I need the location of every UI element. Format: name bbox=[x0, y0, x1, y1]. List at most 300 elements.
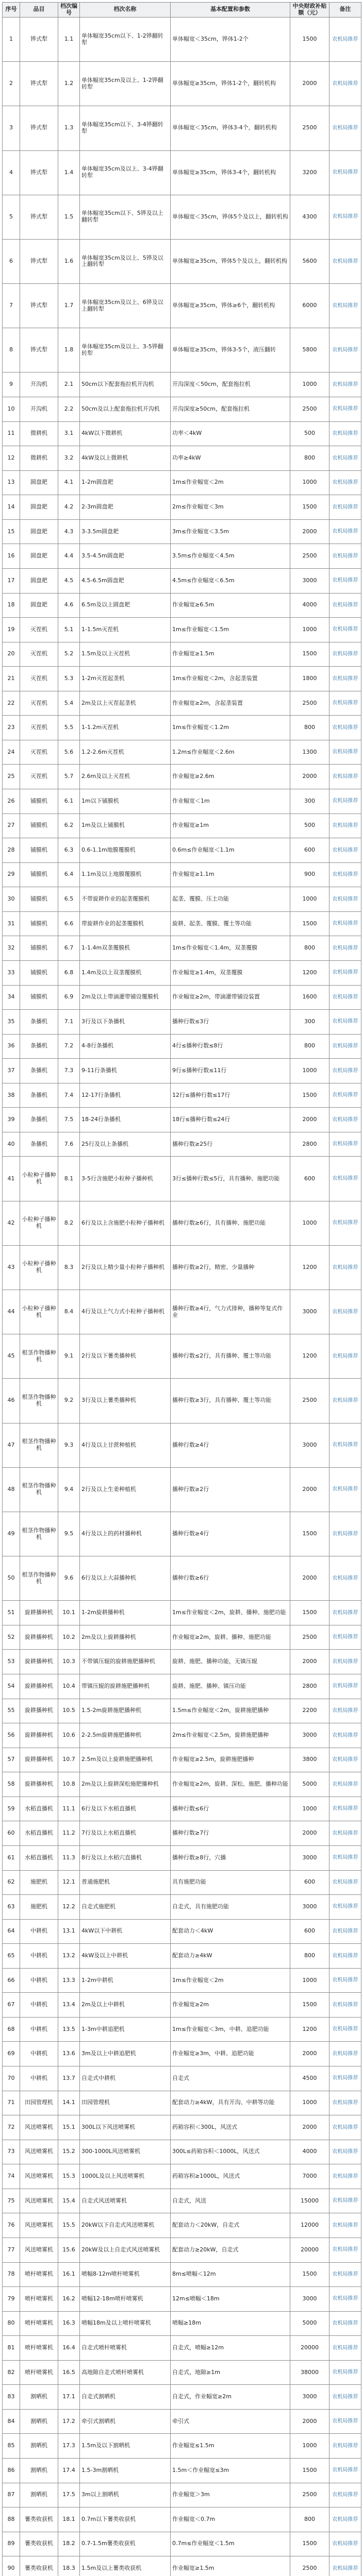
cell-category: 风送喷雾机 bbox=[20, 2164, 58, 2189]
cell-grade-name: 2m及以上旋耕播种机 bbox=[80, 1625, 171, 1650]
cell-note: 农机局推荐 bbox=[329, 2140, 361, 2164]
table-row bbox=[3, 642, 361, 667]
table-row bbox=[3, 1423, 361, 1467]
cell-seq: 84 bbox=[3, 2409, 20, 2434]
cell-subsidy: 1500 bbox=[290, 2459, 329, 2483]
cell-note: 农机局推荐 bbox=[329, 960, 361, 985]
cell-note: 农机局推荐 bbox=[329, 2066, 361, 2091]
cell-seq: 65 bbox=[3, 1944, 20, 1969]
cell-subsidy: 2500 bbox=[290, 2483, 329, 2507]
cell-category: 铺膜机 bbox=[20, 985, 58, 1010]
cell-seq: 69 bbox=[3, 2042, 20, 2066]
cell-spec: 3.5m≤作业幅宽＜4.5m bbox=[171, 544, 290, 569]
cell-grade-code: 1.7 bbox=[58, 284, 80, 328]
cell-grade-code: 6.1 bbox=[58, 789, 80, 814]
cell-seq: 87 bbox=[3, 2483, 20, 2507]
cell-grade-code: 8.4 bbox=[58, 1290, 80, 1334]
cell-subsidy: 3000 bbox=[290, 568, 329, 593]
cell-seq: 36 bbox=[3, 1034, 20, 1059]
cell-grade-name: 25行及以上条播机 bbox=[80, 1132, 171, 1157]
cell-subsidy: 500 bbox=[290, 814, 329, 838]
cell-note: 农机局推荐 bbox=[329, 1968, 361, 1993]
cell-seq: 15 bbox=[3, 519, 20, 544]
cell-note: 农机局推荐 bbox=[329, 1723, 361, 1748]
cell-spec: 1m≤作业幅宽＜3m，中耕、追肥功能 bbox=[171, 2017, 290, 2042]
cell-grade-code: 8.1 bbox=[58, 1157, 80, 1201]
cell-note: 农机局推荐 bbox=[329, 1870, 361, 1895]
cell-subsidy: 2200 bbox=[290, 1699, 329, 1723]
table-row bbox=[3, 1201, 361, 1245]
cell-spec: 作业幅宽≥1.1m bbox=[171, 862, 290, 887]
cell-category: 水稻直播机 bbox=[20, 1821, 58, 1846]
cell-grade-code: 6.3 bbox=[58, 838, 80, 863]
cell-spec: 播种行数≤6行 bbox=[171, 1797, 290, 1821]
cell-category: 薯类收获机 bbox=[20, 2532, 58, 2556]
cell-seq: 40 bbox=[3, 1132, 20, 1157]
table-row bbox=[3, 1010, 361, 1035]
cell-category: 风送喷雾机 bbox=[20, 2238, 58, 2262]
cell-seq: 31 bbox=[3, 911, 20, 936]
cell-seq: 66 bbox=[3, 1968, 20, 1993]
cell-seq: 86 bbox=[3, 2459, 20, 2483]
cell-grade-code: 9.5 bbox=[58, 1512, 80, 1556]
cell-grade-name: 3行及以下条播机 bbox=[80, 1010, 171, 1035]
cell-seq: 17 bbox=[3, 568, 20, 593]
cell-seq: 22 bbox=[3, 691, 20, 716]
table-row bbox=[3, 960, 361, 985]
cell-seq: 19 bbox=[3, 618, 20, 642]
cell-spec: 9行≤播种行数≤11行 bbox=[171, 1059, 290, 1083]
cell-grade-name: 18-24行条播机 bbox=[80, 1108, 171, 1132]
cell-seq: 61 bbox=[3, 1845, 20, 1870]
cell-grade-name: 2m及以上中耕机 bbox=[80, 1993, 171, 2018]
cell-subsidy: 2500 bbox=[290, 544, 329, 569]
cell-grade-name: 自走式施肥机 bbox=[80, 1895, 171, 1920]
cell-subsidy: 2000 bbox=[290, 1108, 329, 1132]
cell-subsidy: 2000 bbox=[290, 2042, 329, 2066]
cell-subsidy: 2500 bbox=[290, 1625, 329, 1650]
cell-note: 农机局推荐 bbox=[329, 1625, 361, 1650]
cell-subsidy: 2000 bbox=[290, 62, 329, 106]
cell-category: 铺膜机 bbox=[20, 936, 58, 961]
cell-grade-code: 13.7 bbox=[58, 2066, 80, 2091]
cell-seq: 83 bbox=[3, 2385, 20, 2410]
cell-category: 条播机 bbox=[20, 1083, 58, 1108]
cell-grade-code: 4.6 bbox=[58, 593, 80, 618]
header-spec: 基本配置和参数 bbox=[171, 3, 290, 18]
table-row bbox=[3, 1821, 361, 1846]
table-row bbox=[3, 2287, 361, 2312]
cell-subsidy: 600 bbox=[290, 838, 329, 863]
cell-subsidy: 1000 bbox=[290, 2434, 329, 2459]
table-row bbox=[3, 150, 361, 195]
cell-grade-code: 9.3 bbox=[58, 1423, 80, 1467]
cell-spec: 1m≤作业幅宽＜1.4m，双垄覆膜 bbox=[171, 936, 290, 961]
cell-spec: 作业幅宽≥2.6m bbox=[171, 765, 290, 789]
cell-subsidy: 2000 bbox=[290, 2409, 329, 2434]
cell-seq: 16 bbox=[3, 544, 20, 569]
table-row bbox=[3, 495, 361, 520]
cell-subsidy: 6000 bbox=[290, 284, 329, 328]
cell-subsidy: 1800 bbox=[290, 667, 329, 691]
cell-grade-name: 单体幅宽35cm及以上、3-5铧翻转犁 bbox=[80, 328, 171, 372]
cell-seq: 27 bbox=[3, 814, 20, 838]
cell-grade-code: 4.4 bbox=[58, 544, 80, 569]
cell-grade-code: 11.3 bbox=[58, 1845, 80, 1870]
cell-grade-name: 1.1m及以上地膜覆膜机 bbox=[80, 862, 171, 887]
cell-spec: 作业幅宽≥2m，旋耕、深松、施肥、播种功能 bbox=[171, 1772, 290, 1797]
table-row bbox=[3, 911, 361, 936]
cell-grade-code: 8.2 bbox=[58, 1201, 80, 1245]
cell-grade-name: 1-2m灭茬起垄机 bbox=[80, 667, 171, 691]
table-row bbox=[3, 2311, 361, 2336]
cell-seq: 5 bbox=[3, 195, 20, 239]
cell-grade-name: 自走式割晒机 bbox=[80, 2385, 171, 2410]
cell-subsidy: 1200 bbox=[290, 960, 329, 985]
cell-grade-code: 7.3 bbox=[58, 1059, 80, 1083]
cell-grade-code: 1.5 bbox=[58, 195, 80, 239]
cell-category: 铧式犁 bbox=[20, 195, 58, 239]
cell-seq: 81 bbox=[3, 2336, 20, 2361]
cell-grade-name: 4.5-6.5m圆盘耙 bbox=[80, 568, 171, 593]
table-row bbox=[3, 2042, 361, 2066]
cell-spec: 12m≤喷幅＜18m bbox=[171, 2287, 290, 2312]
cell-grade-code: 17.5 bbox=[58, 2483, 80, 2507]
cell-seq: 89 bbox=[3, 2532, 20, 2556]
cell-spec: 播种行数≥4行，气力式排种，播种等复式作业 bbox=[171, 1290, 290, 1334]
cell-note: 农机局推荐 bbox=[329, 446, 361, 471]
cell-category: 割晒机 bbox=[20, 2385, 58, 2410]
table-row bbox=[3, 2483, 361, 2507]
cell-grade-code: 9.4 bbox=[58, 1467, 80, 1512]
cell-note: 农机局推荐 bbox=[329, 765, 361, 789]
cell-grade-name: 单体幅宽35cm以下、3-4铧翻转犁 bbox=[80, 106, 171, 150]
cell-note: 农机局推荐 bbox=[329, 2238, 361, 2262]
cell-grade-name: 3-3.5m圆盘耙 bbox=[80, 519, 171, 544]
table-row bbox=[3, 1797, 361, 1821]
cell-spec: 1.5m＜作业幅宽≤3m bbox=[171, 2459, 290, 2483]
cell-grade-name: 8行及以上水稻穴直播机 bbox=[80, 1845, 171, 1870]
cell-seq: 53 bbox=[3, 1650, 20, 1674]
cell-grade-code: 15.2 bbox=[58, 2140, 80, 2164]
cell-grade-name: 50cm及以上配套拖拉机开沟机 bbox=[80, 397, 171, 422]
cell-spec: 播种行数≤2行，具有播种、覆土等功能 bbox=[171, 1334, 290, 1379]
cell-seq: 42 bbox=[3, 1201, 20, 1245]
table-row bbox=[3, 1723, 361, 1748]
cell-grade-name: 牵引式割晒机 bbox=[80, 2409, 171, 2434]
table-row bbox=[3, 372, 361, 397]
cell-seq: 8 bbox=[3, 328, 20, 372]
cell-seq: 33 bbox=[3, 960, 20, 985]
cell-seq: 51 bbox=[3, 1601, 20, 1625]
table-row bbox=[3, 838, 361, 863]
cell-category: 灭茬机 bbox=[20, 740, 58, 765]
table-row bbox=[3, 2091, 361, 2115]
cell-spec: 1m≤作业幅宽＜2m，旋耕、播种、施肥功能 bbox=[171, 1601, 290, 1625]
cell-grade-name: 喷幅8-12m喷杆喷雾机 bbox=[80, 2262, 171, 2287]
cell-spec: 自走式 bbox=[171, 2066, 290, 2091]
cell-grade-name: 2行及以上生姜种植机 bbox=[80, 1467, 171, 1512]
cell-spec: 播种行数≥6行 bbox=[171, 1556, 290, 1601]
cell-category: 铧式犁 bbox=[20, 62, 58, 106]
cell-note: 农机局推荐 bbox=[329, 150, 361, 195]
cell-category: 根茎作物播种机 bbox=[20, 1334, 58, 1379]
cell-grade-code: 1.2 bbox=[58, 62, 80, 106]
cell-subsidy: 3000 bbox=[290, 2385, 329, 2410]
cell-subsidy: 800 bbox=[290, 936, 329, 961]
cell-spec: 作业幅宽＜0.7m bbox=[171, 2507, 290, 2532]
table-row bbox=[3, 1083, 361, 1108]
cell-note: 农机局推荐 bbox=[329, 740, 361, 765]
table-row bbox=[3, 1870, 361, 1895]
cell-spec: 播种行数≥8行，穴播 bbox=[171, 1845, 290, 1870]
cell-note: 农机局推荐 bbox=[329, 789, 361, 814]
cell-category: 旋耕播种机 bbox=[20, 1674, 58, 1699]
cell-seq: 14 bbox=[3, 495, 20, 520]
cell-subsidy: 2000 bbox=[290, 2115, 329, 2140]
cell-category: 旋耕播种机 bbox=[20, 1601, 58, 1625]
cell-seq: 50 bbox=[3, 1556, 20, 1601]
cell-subsidy: 1000 bbox=[290, 1201, 329, 1245]
cell-spec: 18行≤播种行数≤24行 bbox=[171, 1108, 290, 1132]
table-row bbox=[3, 765, 361, 789]
cell-spec: 作业幅宽≥2.5m，旋耕施肥播种 bbox=[171, 1748, 290, 1772]
cell-category: 根茎作物播种机 bbox=[20, 1512, 58, 1556]
cell-seq: 47 bbox=[3, 1423, 20, 1467]
cell-seq: 85 bbox=[3, 2434, 20, 2459]
cell-spec: 3行≤播种行数≤5行，具有播种、施肥功能 bbox=[171, 1157, 290, 1201]
cell-category: 施肥机 bbox=[20, 1870, 58, 1895]
cell-grade-code: 5.1 bbox=[58, 618, 80, 642]
table-row bbox=[3, 2459, 361, 2483]
table-row bbox=[3, 1512, 361, 1556]
cell-subsidy: 800 bbox=[290, 716, 329, 740]
cell-grade-name: 2-3m圆盘耙 bbox=[80, 495, 171, 520]
cell-note: 农机局推荐 bbox=[329, 814, 361, 838]
cell-note: 农机局推荐 bbox=[329, 568, 361, 593]
table-row bbox=[3, 716, 361, 740]
cell-category: 灭茬机 bbox=[20, 716, 58, 740]
cell-grade-name: 单体幅宽35cm以下、5铧及以上翻转犁 bbox=[80, 195, 171, 239]
cell-category: 灭茬机 bbox=[20, 642, 58, 667]
cell-note: 农机局推荐 bbox=[329, 2507, 361, 2532]
table-row bbox=[3, 862, 361, 887]
cell-subsidy: 2500 bbox=[290, 1379, 329, 1423]
cell-seq: 32 bbox=[3, 936, 20, 961]
cell-category: 根茎作物播种机 bbox=[20, 1423, 58, 1467]
cell-grade-code: 2.1 bbox=[58, 372, 80, 397]
cell-subsidy: 38000 bbox=[290, 2360, 329, 2385]
cell-subsidy: 12000 bbox=[290, 2213, 329, 2238]
cell-note: 农机局推荐 bbox=[329, 2189, 361, 2213]
cell-grade-name: 1.5-3m割晒机 bbox=[80, 2459, 171, 2483]
cell-grade-name: 带旋耕作业的起垄覆膜机 bbox=[80, 911, 171, 936]
cell-note: 农机局推荐 bbox=[329, 62, 361, 106]
table-row bbox=[3, 2017, 361, 2042]
cell-grade-name: 2.6m及以上灭茬机 bbox=[80, 765, 171, 789]
cell-note: 农机局推荐 bbox=[329, 2115, 361, 2140]
cell-grade-code: 4.3 bbox=[58, 519, 80, 544]
cell-grade-name: 0.6-1.1m地膜覆膜机 bbox=[80, 838, 171, 863]
table-row bbox=[3, 2556, 361, 2576]
table-row bbox=[3, 1944, 361, 1969]
cell-grade-code: 12.1 bbox=[58, 1870, 80, 1895]
cell-seq: 56 bbox=[3, 1723, 20, 1748]
cell-grade-code: 13.2 bbox=[58, 1944, 80, 1969]
cell-seq: 74 bbox=[3, 2164, 20, 2189]
table-row bbox=[3, 1845, 361, 1870]
cell-seq: 45 bbox=[3, 1334, 20, 1379]
cell-grade-code: 6.2 bbox=[58, 814, 80, 838]
cell-spec: 单体幅宽≥35cm，铧体1-2个，翻转机构 bbox=[171, 62, 290, 106]
table-row bbox=[3, 1625, 361, 1650]
cell-grade-code: 5.2 bbox=[58, 642, 80, 667]
header-grade-code: 档次编号 bbox=[58, 3, 80, 18]
cell-note: 农机局推荐 bbox=[329, 284, 361, 328]
table-row bbox=[3, 2115, 361, 2140]
cell-category: 灭茬机 bbox=[20, 618, 58, 642]
table-row bbox=[3, 1968, 361, 1993]
cell-note: 农机局推荐 bbox=[329, 1512, 361, 1556]
cell-note: 农机局推荐 bbox=[329, 17, 361, 61]
header-row bbox=[3, 3, 361, 18]
cell-note: 农机局推荐 bbox=[329, 1423, 361, 1467]
cell-spec: 播种行数≥6行，具有播种、施肥功能 bbox=[171, 1201, 290, 1245]
cell-note: 农机局推荐 bbox=[329, 642, 361, 667]
cell-category: 喷杆喷雾机 bbox=[20, 2360, 58, 2385]
cell-spec: 旋耕、施肥、播种、镇压功能 bbox=[171, 1674, 290, 1699]
cell-category: 喷杆喷雾机 bbox=[20, 2262, 58, 2287]
cell-subsidy: 1500 bbox=[290, 1512, 329, 1556]
cell-category: 旋耕播种机 bbox=[20, 1772, 58, 1797]
cell-spec: 3m≤作业幅宽＜3.5m bbox=[171, 519, 290, 544]
cell-grade-code: 16.4 bbox=[58, 2336, 80, 2361]
cell-grade-code: 10.2 bbox=[58, 1625, 80, 1650]
cell-spec: 单体幅宽≥35cm，铧体3-5个，液压翻转 bbox=[171, 328, 290, 372]
table-row bbox=[3, 1059, 361, 1083]
cell-category: 小粒种子播种机 bbox=[20, 1157, 58, 1201]
cell-seq: 46 bbox=[3, 1379, 20, 1423]
cell-seq: 10 bbox=[3, 397, 20, 422]
cell-subsidy: 2500 bbox=[290, 691, 329, 716]
cell-seq: 58 bbox=[3, 1772, 20, 1797]
cell-category: 微耕机 bbox=[20, 446, 58, 471]
cell-seq: 64 bbox=[3, 1919, 20, 1944]
cell-category: 割晒机 bbox=[20, 2483, 58, 2507]
cell-grade-name: 0.7-1.5m薯类收获机 bbox=[80, 2532, 171, 2556]
cell-spec: 开沟深度≥50cm，配套拖拉机 bbox=[171, 397, 290, 422]
cell-spec: 4行≤播种行数≤8行 bbox=[171, 1034, 290, 1059]
cell-subsidy: 600 bbox=[290, 1157, 329, 1201]
cell-category: 铺膜机 bbox=[20, 960, 58, 985]
cell-spec: 1m≤作业幅宽＜2m bbox=[171, 470, 290, 495]
table-row bbox=[3, 789, 361, 814]
cell-spec: 自走式，具有施肥功能 bbox=[171, 1895, 290, 1920]
cell-note: 农机局推荐 bbox=[329, 1674, 361, 1699]
table-row bbox=[3, 1334, 361, 1379]
cell-subsidy: 5600 bbox=[290, 239, 329, 283]
cell-grade-name: 1.5-2m旋耕施肥播种机 bbox=[80, 1699, 171, 1723]
cell-grade-code: 1.6 bbox=[58, 239, 80, 283]
cell-subsidy: 3000 bbox=[290, 1845, 329, 1870]
cell-grade-name: 7行及以上水稻直播机 bbox=[80, 1821, 171, 1846]
cell-category: 旋耕播种机 bbox=[20, 1650, 58, 1674]
cell-grade-name: 3-5行含施肥小粒种子播种机 bbox=[80, 1157, 171, 1201]
cell-seq: 59 bbox=[3, 1797, 20, 1821]
cell-spec: 播种行数≥7行 bbox=[171, 1821, 290, 1846]
table-row bbox=[3, 2140, 361, 2164]
cell-spec: 0.7m≤作业幅宽＜1.5m bbox=[171, 2532, 290, 2556]
cell-seq: 55 bbox=[3, 1699, 20, 1723]
cell-spec: 药箱容积＜300L，风送式 bbox=[171, 2115, 290, 2140]
cell-grade-name: 4行及以上甘蔗种植机 bbox=[80, 1423, 171, 1467]
cell-category: 铧式犁 bbox=[20, 106, 58, 150]
cell-category: 小粒种子播种机 bbox=[20, 1245, 58, 1290]
cell-spec: 播种行数≥3行，具有播种、覆土等功能 bbox=[171, 1379, 290, 1423]
cell-spec: 作业幅宽≥2m bbox=[171, 1993, 290, 2018]
table-row bbox=[3, 328, 361, 372]
cell-grade-code: 8.3 bbox=[58, 1245, 80, 1290]
cell-grade-name: 6行及以上含施肥小粒种子播种机 bbox=[80, 1201, 171, 1245]
cell-grade-code: 17.4 bbox=[58, 2459, 80, 2483]
cell-grade-code: 9.2 bbox=[58, 1379, 80, 1423]
cell-category: 微耕机 bbox=[20, 421, 58, 446]
cell-note: 农机局推荐 bbox=[329, 2336, 361, 2361]
cell-note: 农机局推荐 bbox=[329, 1797, 361, 1821]
cell-spec: 配套动力＜4kW bbox=[171, 1919, 290, 1944]
cell-note: 农机局推荐 bbox=[329, 106, 361, 150]
cell-category: 圆盘耙 bbox=[20, 568, 58, 593]
cell-grade-code: 13.5 bbox=[58, 2017, 80, 2042]
cell-grade-code: 6.5 bbox=[58, 887, 80, 912]
cell-seq: 57 bbox=[3, 1748, 20, 1772]
cell-seq: 43 bbox=[3, 1245, 20, 1290]
cell-grade-code: 16.2 bbox=[58, 2287, 80, 2312]
cell-category: 小粒种子播种机 bbox=[20, 1201, 58, 1245]
cell-note: 农机局推荐 bbox=[329, 397, 361, 422]
cell-spec: 作业幅宽≥1.5m bbox=[171, 2556, 290, 2576]
cell-grade-name: 1.4m及以上双垄覆膜机 bbox=[80, 960, 171, 985]
cell-subsidy: 1000 bbox=[290, 887, 329, 912]
cell-grade-code: 2.2 bbox=[58, 397, 80, 422]
cell-grade-code: 14.1 bbox=[58, 2091, 80, 2115]
cell-seq: 62 bbox=[3, 1870, 20, 1895]
cell-grade-name: 单体幅宽35cm及以上、5铧及以上翻转犁 bbox=[80, 239, 171, 283]
cell-category: 中耕机 bbox=[20, 1944, 58, 1969]
cell-note: 农机局推荐 bbox=[329, 2434, 361, 2459]
cell-subsidy: 5000 bbox=[290, 1772, 329, 1797]
cell-category: 铺膜机 bbox=[20, 887, 58, 912]
cell-spec: 具有施肥功能 bbox=[171, 1870, 290, 1895]
cell-subsidy: 2000 bbox=[290, 1821, 329, 1846]
cell-subsidy: 900 bbox=[290, 862, 329, 887]
cell-grade-code: 7.4 bbox=[58, 1083, 80, 1108]
cell-category: 条播机 bbox=[20, 1059, 58, 1083]
cell-grade-code: 15.6 bbox=[58, 2238, 80, 2262]
cell-seq: 63 bbox=[3, 1895, 20, 1920]
cell-subsidy: 20000 bbox=[290, 2238, 329, 2262]
cell-spec: 开沟深度＜50cm，配套拖拉机 bbox=[171, 372, 290, 397]
cell-subsidy: 5000 bbox=[290, 2311, 329, 2336]
table-row bbox=[3, 1157, 361, 1201]
cell-grade-name: 单体幅宽35cm以下、1-2铧翻转犁 bbox=[80, 17, 171, 61]
cell-subsidy: 1000 bbox=[290, 1968, 329, 1993]
cell-grade-name: 1-3m中耕追肥机 bbox=[80, 2017, 171, 2042]
cell-grade-code: 1.8 bbox=[58, 328, 80, 372]
cell-grade-name: 单体幅宽35cm及以上、3-4铧翻转犁 bbox=[80, 150, 171, 195]
cell-grade-code: 11.1 bbox=[58, 1797, 80, 1821]
cell-category: 铺膜机 bbox=[20, 789, 58, 814]
